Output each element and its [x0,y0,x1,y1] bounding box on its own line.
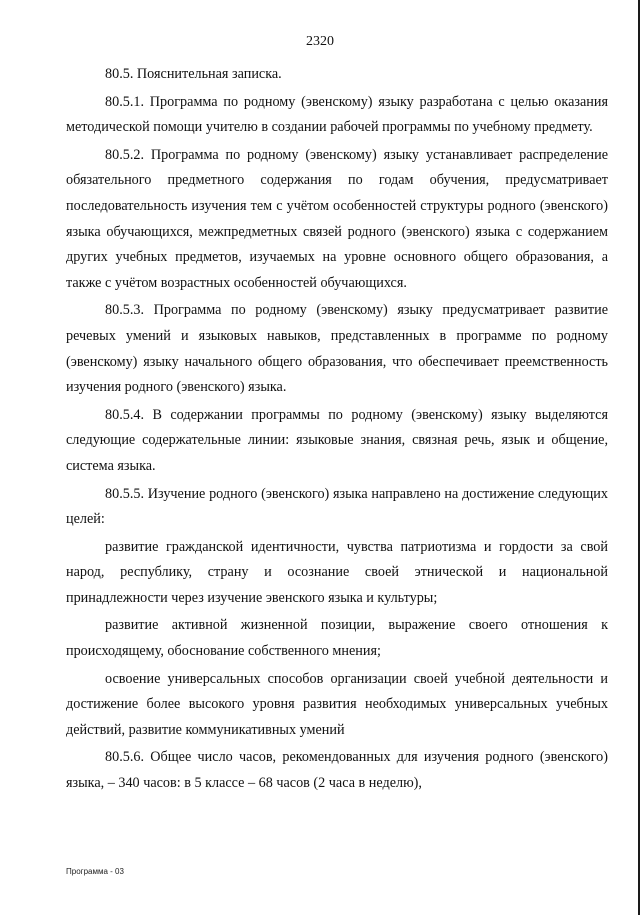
goal-item-identity: развитие гражданской идентичности, чувства патриотизма и гордости за свой народ, республику, страну и осознание своей этнической и национальной принадлежности через изучение эвенского языка и культуры; [66,538,608,606]
paragraph-80-5-2: 80.5.2. Программа по родному (эвенскому) языку устанавливает распределение обязательного предметного содержания по годам обучения, предусматривает последовательность изучения тем с учётом особенностей структуры родного (эвенского) языка обучающихся, межпредметных связей родного (эвенского) языка с содержанием других учебных предметов, изучаемых на уровне основного общего образования, а также с учётом возрастных особенностей обучающихся. [66,146,608,291]
goal-item-learning-skills: освоение универсальных способов организации своей учебной деятельности и достижение более высокого уровня развития необходимых универсальных учебных действий, развитие коммуникативных умений [66,670,608,738]
paragraph-80-5-4: 80.5.4. В содержании программы по родному (эвенскому) языку выделяются следующие содержательные линии: языковые знания, связная речь, язык и общение, система языка. [66,406,608,474]
document-body [66,62,608,799]
paragraph-80-5-1: 80.5.1. Программа по родному (эвенскому) языку разработана с целью оказания методической помощи учителю в создании рабочей программы по учебному предмету. [66,93,608,136]
paragraph-80-5: 80.5. Пояснительная записка. [105,66,282,82]
footer-note: Программа - 03 [66,867,124,876]
paragraph-80-5-3: 80.5.3. Программа по родному (эвенскому) языку предусматривает развитие речевых умений и языковых навыков, представленных в программе по родному (эвенскому) языку начального общего образования, что обеспечивает преемственность изучения родного (эвенского) языка. [66,302,608,396]
page-number: 2320 [306,34,334,49]
paragraph-80-5-6: 80.5.6. Общее число часов, рекомендованных для изучения родного (эвенского) языка, – 340 часов: в 5 классе – 68 часов (2 часа в неделю), [66,749,608,792]
goal-item-life-position: развитие активной жизненной позиции, выражение своего отношения к происходящему, обоснование собственного мнения; [66,617,608,660]
paragraph-80-5-5: 80.5.5. Изучение родного (эвенского) языка направлено на достижение следующих целей: [66,485,608,528]
